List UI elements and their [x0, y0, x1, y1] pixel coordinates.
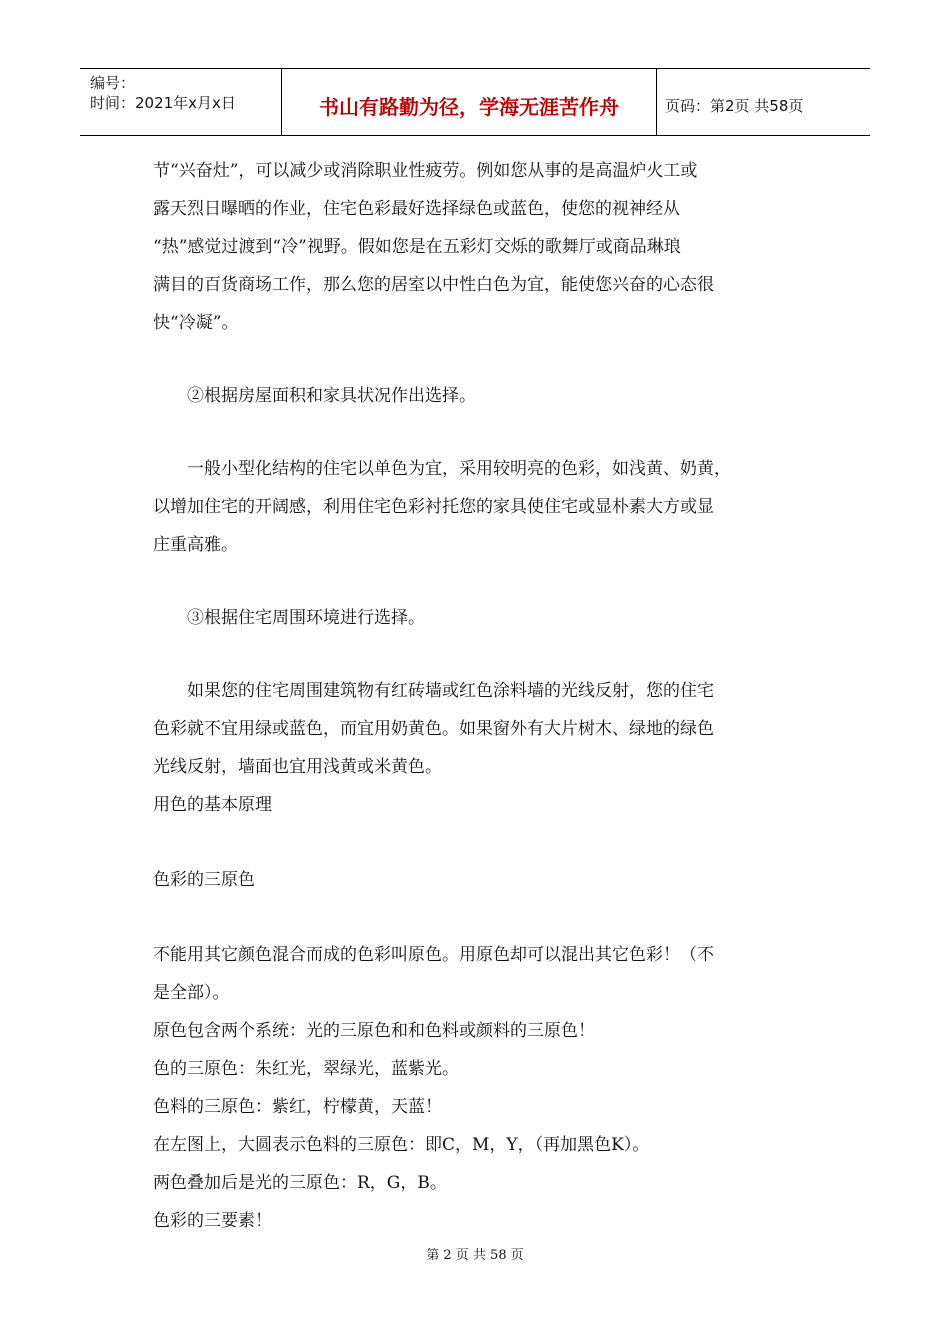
text-line: 快“冷凝”。 — [153, 313, 239, 333]
text-line: “热”感觉过渡到“冷”视野。假如您是在五彩灯交烁的歌舞厅或商品琳琅 — [153, 237, 681, 257]
text-line: 满目的百货商场工作，那么您的居室以中性白色为宜，能使您兴奋的心态很 — [153, 275, 714, 295]
text-line: 节“兴奋灶”，可以减少或消除职业性疲劳。例如您从事的是高温炉火工或 — [153, 161, 698, 181]
page-footer: 第 2 页 共 58 页 — [426, 1248, 524, 1263]
text-line: 如果您的住宅周围建筑物有红砖墙或红色涂料墙的光线反射，您的住宅 — [187, 681, 714, 701]
text-line: 原色包含两个系统：光的三原色和和色料或颜料的三原色！ — [153, 1021, 595, 1041]
page-header — [80, 68, 870, 136]
text-line: 在左图上，大圆表示色料的三原色：即C，M，Y，（再加黑色K）。 — [153, 1135, 650, 1155]
subheading-environment: ③根据住宅周围环境进行选择。 — [187, 608, 425, 628]
text-line: 以增加住宅的开阔感，利用住宅色彩衬托您的家具使住宅或显朴素大方或显 — [153, 497, 714, 517]
header-time: 时间：2021年x月x日 — [90, 94, 236, 112]
paragraph-small-house — [153, 450, 803, 564]
paragraph-environment — [153, 672, 803, 786]
paragraph-primary-definition — [153, 936, 803, 1012]
paragraph-continuation — [153, 152, 803, 342]
text-line: 色的三原色：朱红光，翠绿光，蓝紫光。 — [153, 1059, 459, 1079]
heading-three-elements: 色彩的三要素！ — [153, 1211, 272, 1231]
heading-primary-colors: 色彩的三原色 — [153, 870, 255, 890]
text-line: 色料的三原色：紫红，柠檬黄，天蓝！ — [153, 1097, 442, 1117]
text-line: 不能用其它颜色混合而成的色彩叫原色。用原色却可以混出其它色彩！（不 — [153, 945, 714, 965]
header-motto: 书山有路勤为径，学海无涯苦作舟 — [282, 69, 657, 135]
text-line: 是全部）。 — [153, 983, 230, 1003]
header-page-info: 页码：第2页 共58页 — [665, 96, 804, 115]
header-meta — [80, 69, 282, 135]
header-number: 编号： — [90, 74, 136, 92]
text-line: 两色叠加后是光的三原色：R，G，B。 — [153, 1173, 447, 1193]
text-line: 庄重高雅。 — [153, 535, 238, 555]
text-line: 光线反射，墙面也宜用浅黄或米黄色。 — [153, 757, 442, 777]
text-line: 露天烈日曝晒的作业，住宅色彩最好选择绿色或蓝色，使您的视神经从 — [153, 199, 680, 219]
text-line: 色彩就不宜用绿或蓝色，而宜用奶黄色。如果窗外有大片树木、绿地的绿色 — [153, 719, 714, 739]
heading-basic-principles: 用色的基本原理 — [153, 795, 272, 815]
document-body — [153, 152, 803, 1240]
text-line: 一般小型化结构的住宅以单色为宜，采用较明亮的色彩，如浅黄、奶黄， — [187, 459, 731, 479]
subheading-area: ②根据房屋面积和家具状况作出选择。 — [187, 386, 476, 406]
